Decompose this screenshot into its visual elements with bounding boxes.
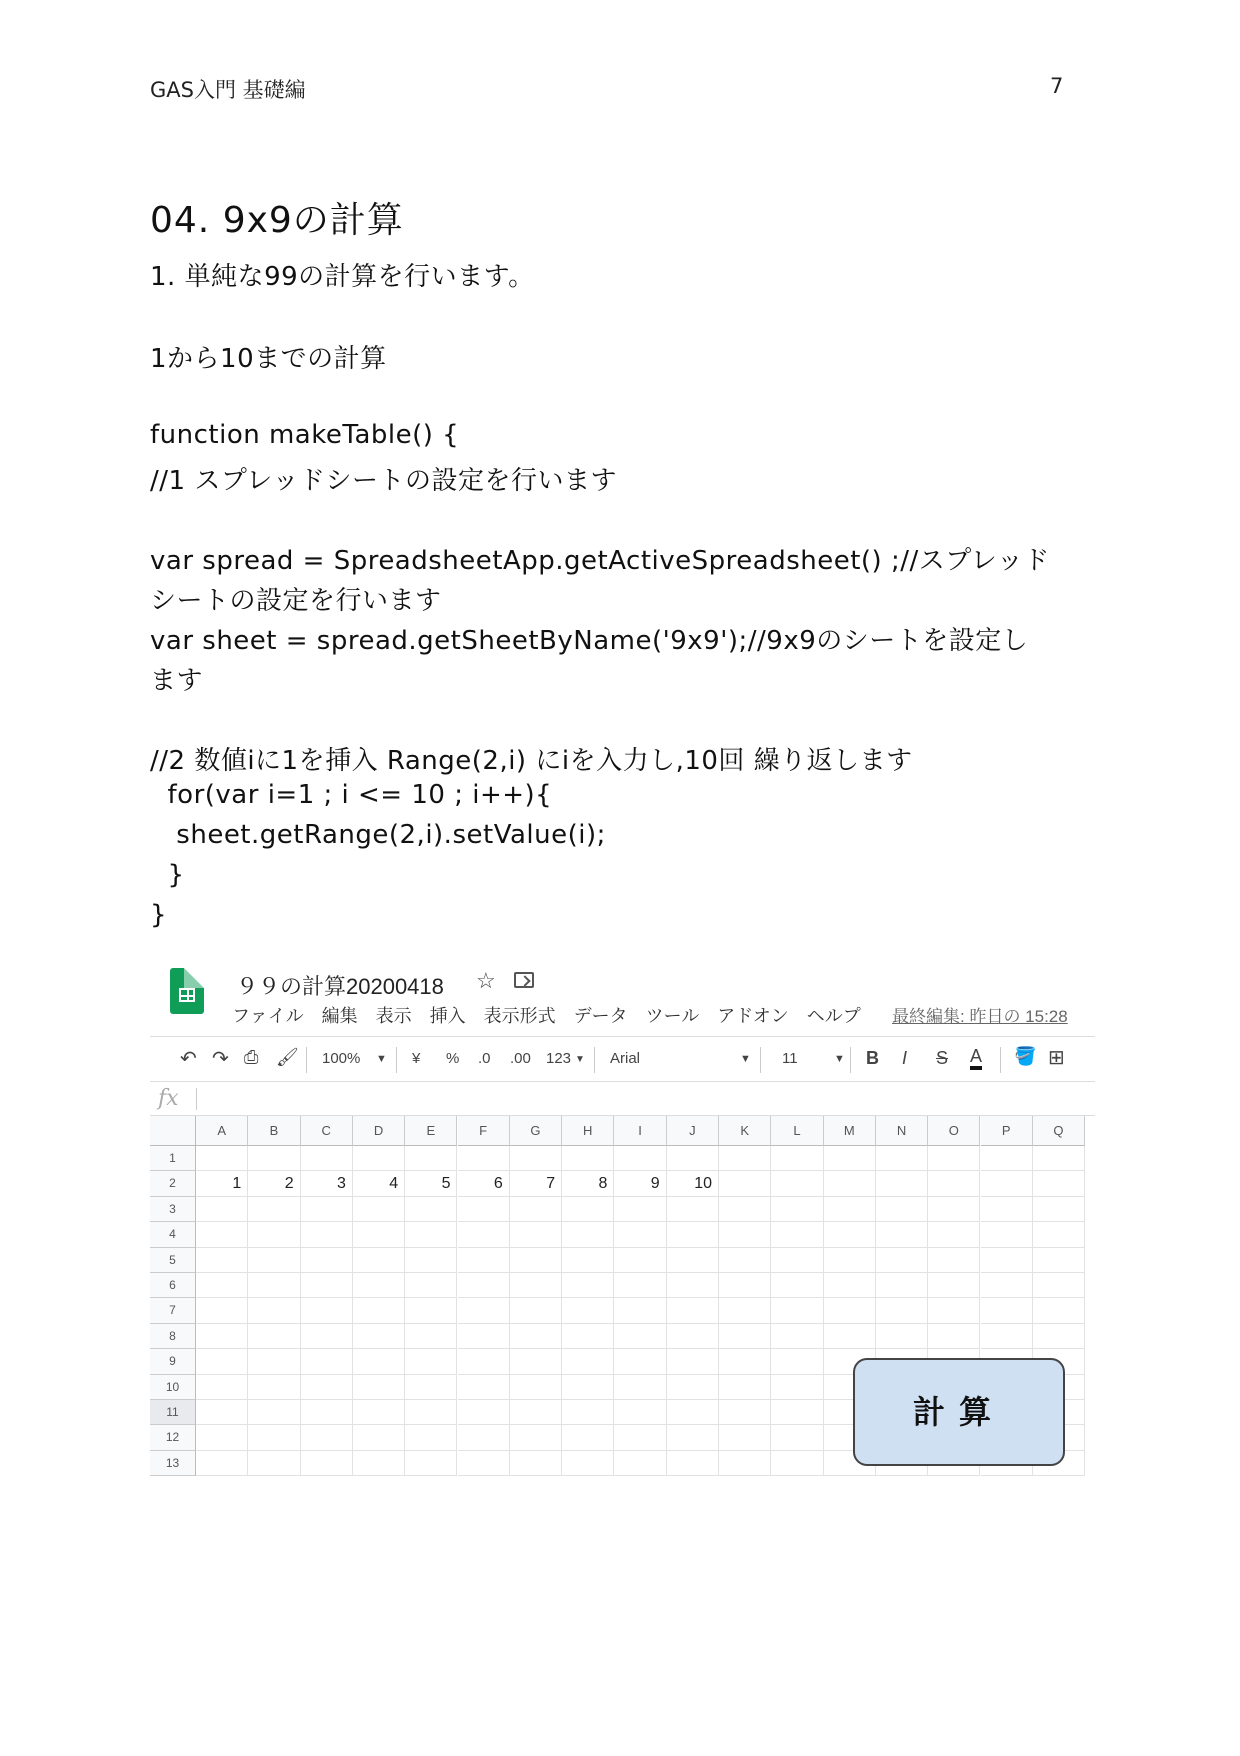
cell-a4[interactable] <box>196 1222 248 1247</box>
cell-j12[interactable] <box>667 1425 719 1450</box>
number-format-button[interactable]: 123 <box>546 1050 572 1067</box>
code-comment-2: //2 数値iに1を挿入 Range(2,i) にiを入力し,10回 繰り返します <box>150 746 913 776</box>
cell-l13[interactable] <box>771 1451 823 1476</box>
menu-tools[interactable]: ツール <box>645 1006 700 1026</box>
cell-j2[interactable]: 10 <box>667 1171 719 1196</box>
cell-e13[interactable] <box>405 1451 457 1476</box>
cell-m6[interactable] <box>824 1273 876 1298</box>
column-header-o[interactable]: O <box>928 1116 980 1146</box>
cell-d7[interactable] <box>353 1298 405 1323</box>
fill-color-icon[interactable]: 🪣 <box>1014 1046 1037 1066</box>
undo-icon[interactable]: ↶ <box>180 1048 197 1070</box>
cell-b6[interactable] <box>248 1273 300 1298</box>
cell-f6[interactable] <box>458 1273 510 1298</box>
cell-j13[interactable] <box>667 1451 719 1476</box>
cell-d3[interactable] <box>353 1197 405 1222</box>
cell-i9[interactable] <box>614 1349 666 1374</box>
code-line-sheet: var sheet = spread.getSheetByName('9x9');//9x9のシートを設定し <box>150 626 1029 656</box>
cell-h13[interactable] <box>562 1451 614 1476</box>
column-header-i[interactable]: I <box>614 1116 666 1146</box>
cell-k5[interactable] <box>719 1248 771 1273</box>
code-line-for: for(var i=1 ; i <= 10 ; i++){ <box>150 780 553 810</box>
cell-e10[interactable] <box>405 1375 457 1400</box>
column-header-l[interactable]: L <box>771 1116 823 1146</box>
cell-k11[interactable] <box>719 1400 771 1425</box>
cell-f4[interactable] <box>458 1222 510 1247</box>
cell-q4[interactable] <box>1033 1222 1085 1247</box>
cell-d11[interactable] <box>353 1400 405 1425</box>
cell-d10[interactable] <box>353 1375 405 1400</box>
cell-k1[interactable] <box>719 1146 771 1171</box>
cell-m5[interactable] <box>824 1248 876 1273</box>
cell-g10[interactable] <box>510 1375 562 1400</box>
cell-m1[interactable] <box>824 1146 876 1171</box>
code-line-spread: var spread = SpreadsheetApp.getActiveSpreadsheet() ;//スプレッド <box>150 546 1050 576</box>
cell-l6[interactable] <box>771 1273 823 1298</box>
decimal-decrease-button[interactable]: .0 <box>478 1050 491 1067</box>
cell-l3[interactable] <box>771 1197 823 1222</box>
column-header-p[interactable]: P <box>981 1116 1033 1146</box>
cell-j3[interactable] <box>667 1197 719 1222</box>
cell-i13[interactable] <box>614 1451 666 1476</box>
cell-d2[interactable]: 4 <box>353 1171 405 1196</box>
row-header-10[interactable]: 10 <box>150 1375 196 1400</box>
cell-f3[interactable] <box>458 1197 510 1222</box>
cell-a2[interactable]: 1 <box>196 1171 248 1196</box>
cell-p3[interactable] <box>981 1197 1033 1222</box>
zoom-select[interactable]: 100% <box>322 1050 361 1067</box>
cell-c11[interactable] <box>301 1400 353 1425</box>
cell-a7[interactable] <box>196 1298 248 1323</box>
cell-g7[interactable] <box>510 1298 562 1323</box>
cell-e9[interactable] <box>405 1349 457 1374</box>
column-header-j[interactable]: J <box>667 1116 719 1146</box>
toolbar <box>150 1036 1095 1082</box>
page-number: 7 <box>1050 74 1064 98</box>
strikethrough-button[interactable]: S <box>936 1048 949 1068</box>
cell-a3[interactable] <box>196 1197 248 1222</box>
cell-c1[interactable] <box>301 1146 353 1171</box>
subheading-line: 1から10までの計算 <box>150 344 387 374</box>
cell-d9[interactable] <box>353 1349 405 1374</box>
cell-p6[interactable] <box>981 1273 1033 1298</box>
cell-d1[interactable] <box>353 1146 405 1171</box>
cell-j7[interactable] <box>667 1298 719 1323</box>
percent-button[interactable]: % <box>446 1050 460 1067</box>
cell-o2[interactable] <box>928 1171 980 1196</box>
cell-a13[interactable] <box>196 1451 248 1476</box>
cell-h6[interactable] <box>562 1273 614 1298</box>
cell-j11[interactable] <box>667 1400 719 1425</box>
cell-e12[interactable] <box>405 1425 457 1450</box>
cell-f8[interactable] <box>458 1324 510 1349</box>
cell-a10[interactable] <box>196 1375 248 1400</box>
menu-view[interactable]: 表示 <box>375 1006 412 1026</box>
cell-j10[interactable] <box>667 1375 719 1400</box>
cell-l5[interactable] <box>771 1248 823 1273</box>
cell-c12[interactable] <box>301 1425 353 1450</box>
cell-f2[interactable]: 6 <box>458 1171 510 1196</box>
cell-a6[interactable] <box>196 1273 248 1298</box>
cell-f13[interactable] <box>458 1451 510 1476</box>
cell-o6[interactable] <box>928 1273 980 1298</box>
menu-format[interactable]: 表示形式 <box>483 1006 556 1026</box>
cell-b12[interactable] <box>248 1425 300 1450</box>
cell-g4[interactable] <box>510 1222 562 1247</box>
number-format-chevron-icon[interactable]: ▼ <box>575 1054 585 1065</box>
cell-c9[interactable] <box>301 1349 353 1374</box>
cell-i7[interactable] <box>614 1298 666 1323</box>
row-header-4[interactable]: 4 <box>150 1222 196 1247</box>
column-header-n[interactable]: N <box>876 1116 928 1146</box>
menu-insert[interactable]: 挿入 <box>429 1006 466 1026</box>
cell-p1[interactable] <box>981 1146 1033 1171</box>
cell-n8[interactable] <box>876 1324 928 1349</box>
font-chevron-icon[interactable]: ▼ <box>740 1053 751 1065</box>
cell-c8[interactable] <box>301 1324 353 1349</box>
cell-d4[interactable] <box>353 1222 405 1247</box>
font-size-chevron-icon[interactable]: ▼ <box>834 1053 845 1065</box>
cell-n6[interactable] <box>876 1273 928 1298</box>
cell-b8[interactable] <box>248 1324 300 1349</box>
cell-j5[interactable] <box>667 1248 719 1273</box>
cell-e6[interactable] <box>405 1273 457 1298</box>
cell-a5[interactable] <box>196 1248 248 1273</box>
cell-j8[interactable] <box>667 1324 719 1349</box>
cell-j6[interactable] <box>667 1273 719 1298</box>
cell-b2[interactable]: 2 <box>248 1171 300 1196</box>
cell-a11[interactable] <box>196 1400 248 1425</box>
row-header-7[interactable]: 7 <box>150 1298 196 1323</box>
cell-b10[interactable] <box>248 1375 300 1400</box>
cell-i8[interactable] <box>614 1324 666 1349</box>
cell-i10[interactable] <box>614 1375 666 1400</box>
last-edit-link[interactable]: 最終編集: 昨日の 15:28 <box>892 1007 1068 1026</box>
cell-h2[interactable]: 8 <box>562 1171 614 1196</box>
doc-title[interactable]: ９９の計算20200418 <box>236 974 444 999</box>
cell-o3[interactable] <box>928 1197 980 1222</box>
cell-b5[interactable] <box>248 1248 300 1273</box>
cell-b3[interactable] <box>248 1197 300 1222</box>
bold-button[interactable]: B <box>866 1048 879 1068</box>
font-size-select[interactable]: 11 <box>782 1050 798 1067</box>
cell-h1[interactable] <box>562 1146 614 1171</box>
cell-d12[interactable] <box>353 1425 405 1450</box>
cell-n1[interactable] <box>876 1146 928 1171</box>
cell-b9[interactable] <box>248 1349 300 1374</box>
cell-h12[interactable] <box>562 1425 614 1450</box>
menu-help[interactable]: ヘルプ <box>806 1006 861 1026</box>
cell-d6[interactable] <box>353 1273 405 1298</box>
row-header-3[interactable]: 3 <box>150 1197 196 1222</box>
cell-l12[interactable] <box>771 1425 823 1450</box>
cell-h5[interactable] <box>562 1248 614 1273</box>
cell-e3[interactable] <box>405 1197 457 1222</box>
cell-k12[interactable] <box>719 1425 771 1450</box>
column-header-a[interactable]: A <box>196 1116 248 1146</box>
cell-a9[interactable] <box>196 1349 248 1374</box>
menu-file[interactable]: ファイル <box>232 1006 304 1026</box>
cell-g8[interactable] <box>510 1324 562 1349</box>
code-line-function-close: } <box>150 900 168 930</box>
cell-e5[interactable] <box>405 1248 457 1273</box>
cell-d13[interactable] <box>353 1451 405 1476</box>
row-header-9[interactable]: 9 <box>150 1349 196 1374</box>
cell-c4[interactable] <box>301 1222 353 1247</box>
cell-b11[interactable] <box>248 1400 300 1425</box>
cell-b1[interactable] <box>248 1146 300 1171</box>
cell-f7[interactable] <box>458 1298 510 1323</box>
move-folder-icon[interactable] <box>514 972 534 988</box>
chevron-down-icon[interactable]: ▼ <box>376 1053 387 1065</box>
cell-l9[interactable] <box>771 1349 823 1374</box>
cell-p7[interactable] <box>981 1298 1033 1323</box>
cell-q5[interactable] <box>1033 1248 1085 1273</box>
currency-button[interactable]: ¥ <box>412 1050 421 1067</box>
cell-p5[interactable] <box>981 1248 1033 1273</box>
print-icon[interactable]: ⎙ <box>244 1047 259 1067</box>
cell-j9[interactable] <box>667 1349 719 1374</box>
column-header-f[interactable]: F <box>458 1116 510 1146</box>
cell-o5[interactable] <box>928 1248 980 1273</box>
column-header-q[interactable]: Q <box>1033 1116 1085 1146</box>
code-line-sheet-cont: ます <box>150 666 204 696</box>
cell-c10[interactable] <box>301 1375 353 1400</box>
grid-corner[interactable] <box>150 1116 196 1146</box>
cell-i4[interactable] <box>614 1222 666 1247</box>
page-header-title: GAS入門 基礎編 <box>150 78 306 102</box>
cell-e2[interactable]: 5 <box>405 1171 457 1196</box>
cell-n2[interactable] <box>876 1171 928 1196</box>
star-icon[interactable]: ☆ <box>476 968 496 993</box>
cell-q6[interactable] <box>1033 1273 1085 1298</box>
cell-k7[interactable] <box>719 1298 771 1323</box>
cell-e8[interactable] <box>405 1324 457 1349</box>
cell-g1[interactable] <box>510 1146 562 1171</box>
row-header-6[interactable]: 6 <box>150 1273 196 1298</box>
cell-f5[interactable] <box>458 1248 510 1273</box>
column-header-h[interactable]: H <box>562 1116 614 1146</box>
cell-k3[interactable] <box>719 1197 771 1222</box>
cell-l4[interactable] <box>771 1222 823 1247</box>
cell-e7[interactable] <box>405 1298 457 1323</box>
cell-p8[interactable] <box>981 1324 1033 1349</box>
cell-i1[interactable] <box>614 1146 666 1171</box>
cell-c7[interactable] <box>301 1298 353 1323</box>
cell-o4[interactable] <box>928 1222 980 1247</box>
cell-g5[interactable] <box>510 1248 562 1273</box>
cell-k6[interactable] <box>719 1273 771 1298</box>
cell-m2[interactable] <box>824 1171 876 1196</box>
cell-l2[interactable] <box>771 1171 823 1196</box>
cell-l11[interactable] <box>771 1400 823 1425</box>
cell-g6[interactable] <box>510 1273 562 1298</box>
column-header-m[interactable]: M <box>824 1116 876 1146</box>
font-select[interactable]: Arial <box>610 1050 641 1067</box>
formula-bar[interactable] <box>150 1082 1095 1116</box>
cell-g12[interactable] <box>510 1425 562 1450</box>
column-header-d[interactable]: D <box>353 1116 405 1146</box>
cell-f11[interactable] <box>458 1400 510 1425</box>
italic-button[interactable]: I <box>902 1048 908 1068</box>
cell-e11[interactable] <box>405 1400 457 1425</box>
cell-c3[interactable] <box>301 1197 353 1222</box>
cell-a1[interactable] <box>196 1146 248 1171</box>
cell-g2[interactable]: 7 <box>510 1171 562 1196</box>
cell-l10[interactable] <box>771 1375 823 1400</box>
cell-i12[interactable] <box>614 1425 666 1450</box>
menu-edit[interactable]: 編集 <box>321 1006 358 1026</box>
cell-i2[interactable]: 9 <box>614 1171 666 1196</box>
cell-h11[interactable] <box>562 1400 614 1425</box>
cell-h8[interactable] <box>562 1324 614 1349</box>
cell-g13[interactable] <box>510 1451 562 1476</box>
decimal-increase-button[interactable]: .00 <box>510 1050 531 1067</box>
row-header-12[interactable]: 12 <box>150 1425 196 1450</box>
cell-f10[interactable] <box>458 1375 510 1400</box>
cell-f12[interactable] <box>458 1425 510 1450</box>
calc-button[interactable]: 計算 <box>853 1358 1065 1466</box>
cell-h7[interactable] <box>562 1298 614 1323</box>
menu-data[interactable]: データ <box>573 1006 628 1026</box>
cell-g3[interactable] <box>510 1197 562 1222</box>
cell-e4[interactable] <box>405 1222 457 1247</box>
cell-q8[interactable] <box>1033 1324 1085 1349</box>
column-header-e[interactable]: E <box>405 1116 457 1146</box>
cell-c6[interactable] <box>301 1273 353 1298</box>
cell-q1[interactable] <box>1033 1146 1085 1171</box>
cell-m4[interactable] <box>824 1222 876 1247</box>
column-header-c[interactable]: C <box>301 1116 353 1146</box>
row-header-8[interactable]: 8 <box>150 1324 196 1349</box>
cell-n5[interactable] <box>876 1248 928 1273</box>
cell-q3[interactable] <box>1033 1197 1085 1222</box>
paint-format-icon[interactable]: 🖌 <box>276 1047 299 1067</box>
cell-c2[interactable]: 3 <box>301 1171 353 1196</box>
row-header-2[interactable]: 2 <box>150 1171 196 1196</box>
cell-h4[interactable] <box>562 1222 614 1247</box>
row-header-1[interactable]: 1 <box>150 1146 196 1171</box>
cell-a8[interactable] <box>196 1324 248 1349</box>
cell-o7[interactable] <box>928 1298 980 1323</box>
code-line-spread-cont: シートの設定を行います <box>150 586 442 616</box>
cell-i3[interactable] <box>614 1197 666 1222</box>
cell-g9[interactable] <box>510 1349 562 1374</box>
cell-a12[interactable] <box>196 1425 248 1450</box>
code-line-for-close: } <box>150 860 185 890</box>
sheets-logo-icon <box>170 968 204 1014</box>
cell-k10[interactable] <box>719 1375 771 1400</box>
cell-l8[interactable] <box>771 1324 823 1349</box>
cell-m3[interactable] <box>824 1197 876 1222</box>
section-title: 04. 9x9の計算 <box>150 200 404 241</box>
cell-f9[interactable] <box>458 1349 510 1374</box>
cell-b13[interactable] <box>248 1451 300 1476</box>
cell-l7[interactable] <box>771 1298 823 1323</box>
cell-c5[interactable] <box>301 1248 353 1273</box>
cell-k13[interactable] <box>719 1451 771 1476</box>
cell-i11[interactable] <box>614 1400 666 1425</box>
cell-j4[interactable] <box>667 1222 719 1247</box>
cell-h3[interactable] <box>562 1197 614 1222</box>
cell-i6[interactable] <box>614 1273 666 1298</box>
cell-f1[interactable] <box>458 1146 510 1171</box>
cell-m8[interactable] <box>824 1324 876 1349</box>
cell-k4[interactable] <box>719 1222 771 1247</box>
redo-icon[interactable]: ↷ <box>212 1048 229 1070</box>
cell-n4[interactable] <box>876 1222 928 1247</box>
row-header-11[interactable]: 11 <box>150 1400 196 1425</box>
cell-j1[interactable] <box>667 1146 719 1171</box>
cell-q7[interactable] <box>1033 1298 1085 1323</box>
cell-o8[interactable] <box>928 1324 980 1349</box>
code-comment-1: //1 スプレッドシートの設定を行います <box>150 466 618 496</box>
intro-line: 1. 単純な99の計算を行います。 <box>150 262 535 292</box>
code-line-setvalue: sheet.getRange(2,i).setValue(i); <box>150 820 606 850</box>
fx-icon: fx <box>158 1086 179 1111</box>
borders-icon[interactable]: ⊞ <box>1048 1047 1065 1069</box>
cell-q2[interactable] <box>1033 1171 1085 1196</box>
cell-d5[interactable] <box>353 1248 405 1273</box>
cell-k9[interactable] <box>719 1349 771 1374</box>
cell-c13[interactable] <box>301 1451 353 1476</box>
cell-h9[interactable] <box>562 1349 614 1374</box>
cell-n3[interactable] <box>876 1197 928 1222</box>
column-header-b[interactable]: B <box>248 1116 300 1146</box>
cell-n7[interactable] <box>876 1298 928 1323</box>
cell-h10[interactable] <box>562 1375 614 1400</box>
text-color-button[interactable]: A <box>970 1046 982 1070</box>
code-line-function: function makeTable() { <box>150 420 460 450</box>
column-header-k[interactable]: K <box>719 1116 771 1146</box>
cell-b4[interactable] <box>248 1222 300 1247</box>
cell-o1[interactable] <box>928 1146 980 1171</box>
menu-bar <box>232 1002 879 1028</box>
row-header-5[interactable]: 5 <box>150 1248 196 1273</box>
cell-p4[interactable] <box>981 1222 1033 1247</box>
cell-m7[interactable] <box>824 1298 876 1323</box>
cell-l1[interactable] <box>771 1146 823 1171</box>
row-header-13[interactable]: 13 <box>150 1451 196 1476</box>
cell-g11[interactable] <box>510 1400 562 1425</box>
cell-k2[interactable] <box>719 1171 771 1196</box>
menu-addons[interactable]: アドオン <box>717 1006 789 1026</box>
cell-i5[interactable] <box>614 1248 666 1273</box>
cell-p2[interactable] <box>981 1171 1033 1196</box>
cell-e1[interactable] <box>405 1146 457 1171</box>
cell-d8[interactable] <box>353 1324 405 1349</box>
column-header-g[interactable]: G <box>510 1116 562 1146</box>
cell-b7[interactable] <box>248 1298 300 1323</box>
cell-k8[interactable] <box>719 1324 771 1349</box>
